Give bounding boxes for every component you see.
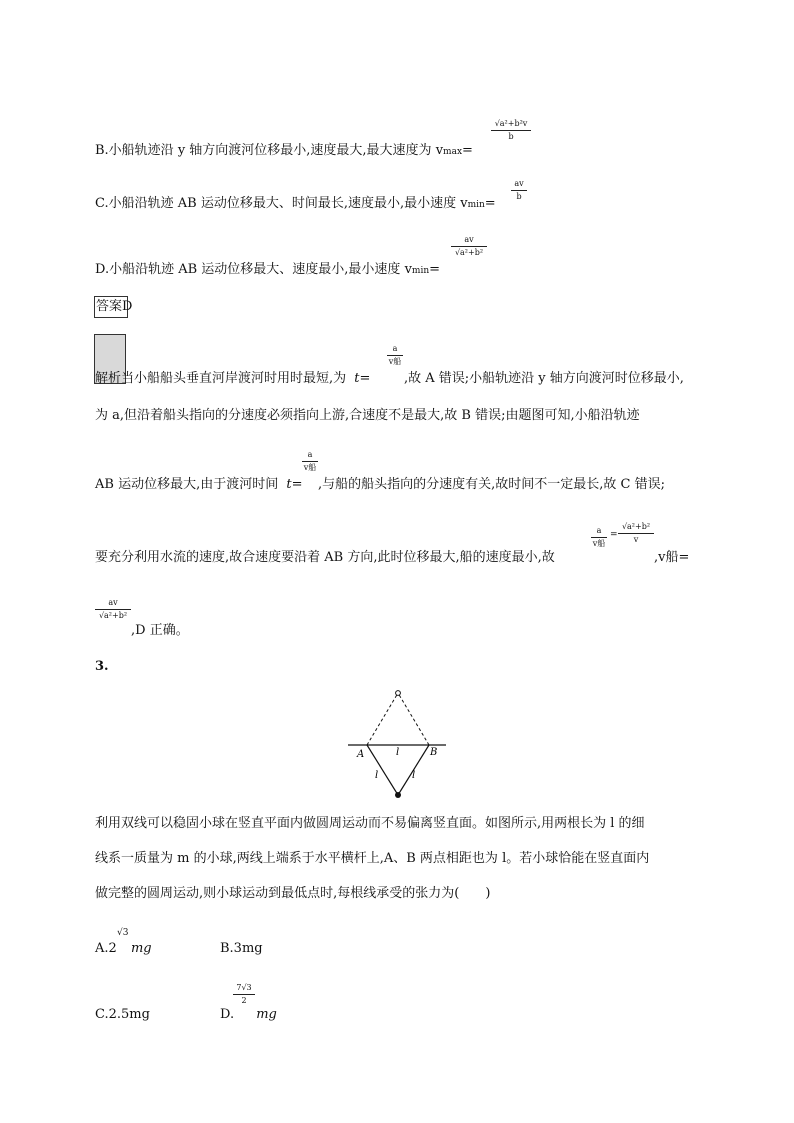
option-d-eq: = (429, 262, 441, 277)
label-l-right: l (412, 770, 416, 781)
q3-option-a-root: √3 (117, 928, 129, 938)
option-d-frac-den: √a²+b² (454, 248, 484, 257)
analysis-t-eq-2: t= (286, 477, 303, 492)
option-d (95, 263, 440, 276)
q3-option-a-suffix: mg (130, 941, 152, 956)
option-c-frac-den: b (516, 192, 522, 201)
q3-option-d-frac-num: 7√3 (236, 983, 252, 992)
dashed-line-left (367, 693, 398, 745)
analysis-line3-frac-den: v船 (303, 463, 317, 472)
option-d-fraction (451, 235, 487, 258)
analysis-line3-frac-num: a (307, 450, 313, 459)
label-l-left: l (375, 770, 379, 781)
option-c-text: C.小船沿轨迹 AB 运动位移最大、时间最长,速度最小,最小速度 v (95, 196, 468, 211)
string-left (367, 745, 398, 795)
question-3-stem-2: 线系一质量为 m 的小球,两线上端系于水平横杆上,A、B 两点相距也为 l。若小球恰能在竖直面内 (95, 851, 650, 866)
analysis-line-1 (95, 372, 370, 385)
label-l-top: l (396, 747, 400, 758)
question-3-stem-1: 利用双线可以稳固小球在竖直平面内做圆周运动而不易偏离竖直面。如图所示,用两根长为 l 的细 (95, 816, 645, 831)
analysis-line4-fraction-1 (591, 526, 607, 549)
option-d-frac-num: av (464, 235, 474, 244)
q3-option-d-frac-den: 2 (241, 996, 247, 1005)
q3-option-c: C.2.5mg (95, 1007, 150, 1022)
dashed-line-right (398, 693, 429, 745)
option-d-text: D.小船沿轨迹 AB 运动位移最大、速度最小,最小速度 v (95, 262, 412, 277)
q3-option-a-prefix: A.2 (95, 941, 117, 956)
option-b-fraction (491, 119, 531, 142)
analysis-line3a: AB 运动位移最大,由于渡河时间 (95, 477, 279, 492)
analysis-line4-fraction-2 (618, 522, 654, 545)
q3-option-d-suffix: mg (256, 1007, 277, 1022)
analysis-line1-frac-num: a (392, 344, 398, 353)
analysis-line4-frac2-den: v (633, 535, 639, 544)
q3-option-b: B.3mg (220, 941, 263, 956)
option-d-sub: min (411, 266, 430, 276)
label-a: A (357, 749, 365, 760)
analysis-line5-frac-den: √a²+b² (98, 611, 128, 620)
analysis-line1a: 当小船船头垂直河岸渡河时用时最短,为 (121, 371, 347, 386)
label-b: B (430, 747, 438, 758)
option-c-frac-num: av (514, 179, 524, 188)
analysis-line5b: ,D 正确。 (131, 623, 189, 638)
option-c-sub: min (467, 200, 485, 210)
option-c (95, 197, 496, 210)
analysis-label: 解析 (95, 371, 122, 386)
option-b-frac-den: b (508, 132, 514, 141)
option-b-sub: max (443, 147, 463, 157)
q3-option-d-fraction (233, 983, 255, 1006)
option-b (95, 144, 473, 157)
analysis-line4-eq: = (610, 530, 618, 540)
analysis-line1-fraction (387, 344, 403, 367)
analysis-line1b: ,故 A 错误;小船轨迹沿 y 轴方向渡河时位移最小, (404, 371, 684, 386)
answer-label: 答案 (96, 299, 123, 314)
analysis-line1-frac-den: v船 (388, 357, 402, 366)
ball (395, 792, 401, 798)
analysis-line-3 (95, 478, 302, 491)
answer-line (96, 300, 132, 313)
analysis-line4-frac1-num: a (596, 526, 602, 535)
option-c-eq: = (484, 196, 496, 211)
analysis-line4b: ,v船= (654, 550, 690, 565)
option-b-frac-num: √a²+b²v (494, 119, 528, 128)
q3-option-a (95, 942, 152, 955)
q3-option-d (220, 1008, 277, 1021)
option-c-fraction (511, 179, 527, 202)
q3-option-d-prefix: D. (220, 1007, 235, 1022)
analysis-line-2: 为 a,但沿着船头指向的分速度必须指向上游,合速度不是最大,故 B 错误;由题图可知,小船沿轨迹 (95, 408, 640, 423)
question-3-stem-3: 做完整的圆周运动,则小球运动到最低点时,每根线承受的张力为( ) (95, 886, 491, 901)
option-b-text: B.小船轨迹沿 y 轴方向渡河位移最小,速度最大,最大速度为 v (95, 143, 444, 158)
analysis-line5-fraction (95, 598, 131, 621)
analysis-line4-frac2-num: √a²+b² (621, 522, 651, 531)
analysis-line3-fraction (302, 450, 318, 473)
string-pendulum-figure (340, 685, 450, 800)
answer-value: D (122, 299, 133, 314)
analysis-line4-frac1-den: v船 (592, 539, 606, 548)
analysis-line-4: 要充分利用水流的速度,故合速度要沿着 AB 方向,此时位移最大,船的速度最小,故 (95, 550, 555, 565)
analysis-t-eq: t= (354, 371, 371, 386)
analysis-line5-frac-num: av (108, 598, 118, 607)
analysis-line3b: ,与船的船头指向的分速度有关,故时间不一定最长,故 C 错误; (318, 477, 665, 492)
question-3-number: 3. (95, 659, 109, 674)
option-b-eq: = (462, 143, 473, 158)
top-position-ball (396, 691, 401, 696)
